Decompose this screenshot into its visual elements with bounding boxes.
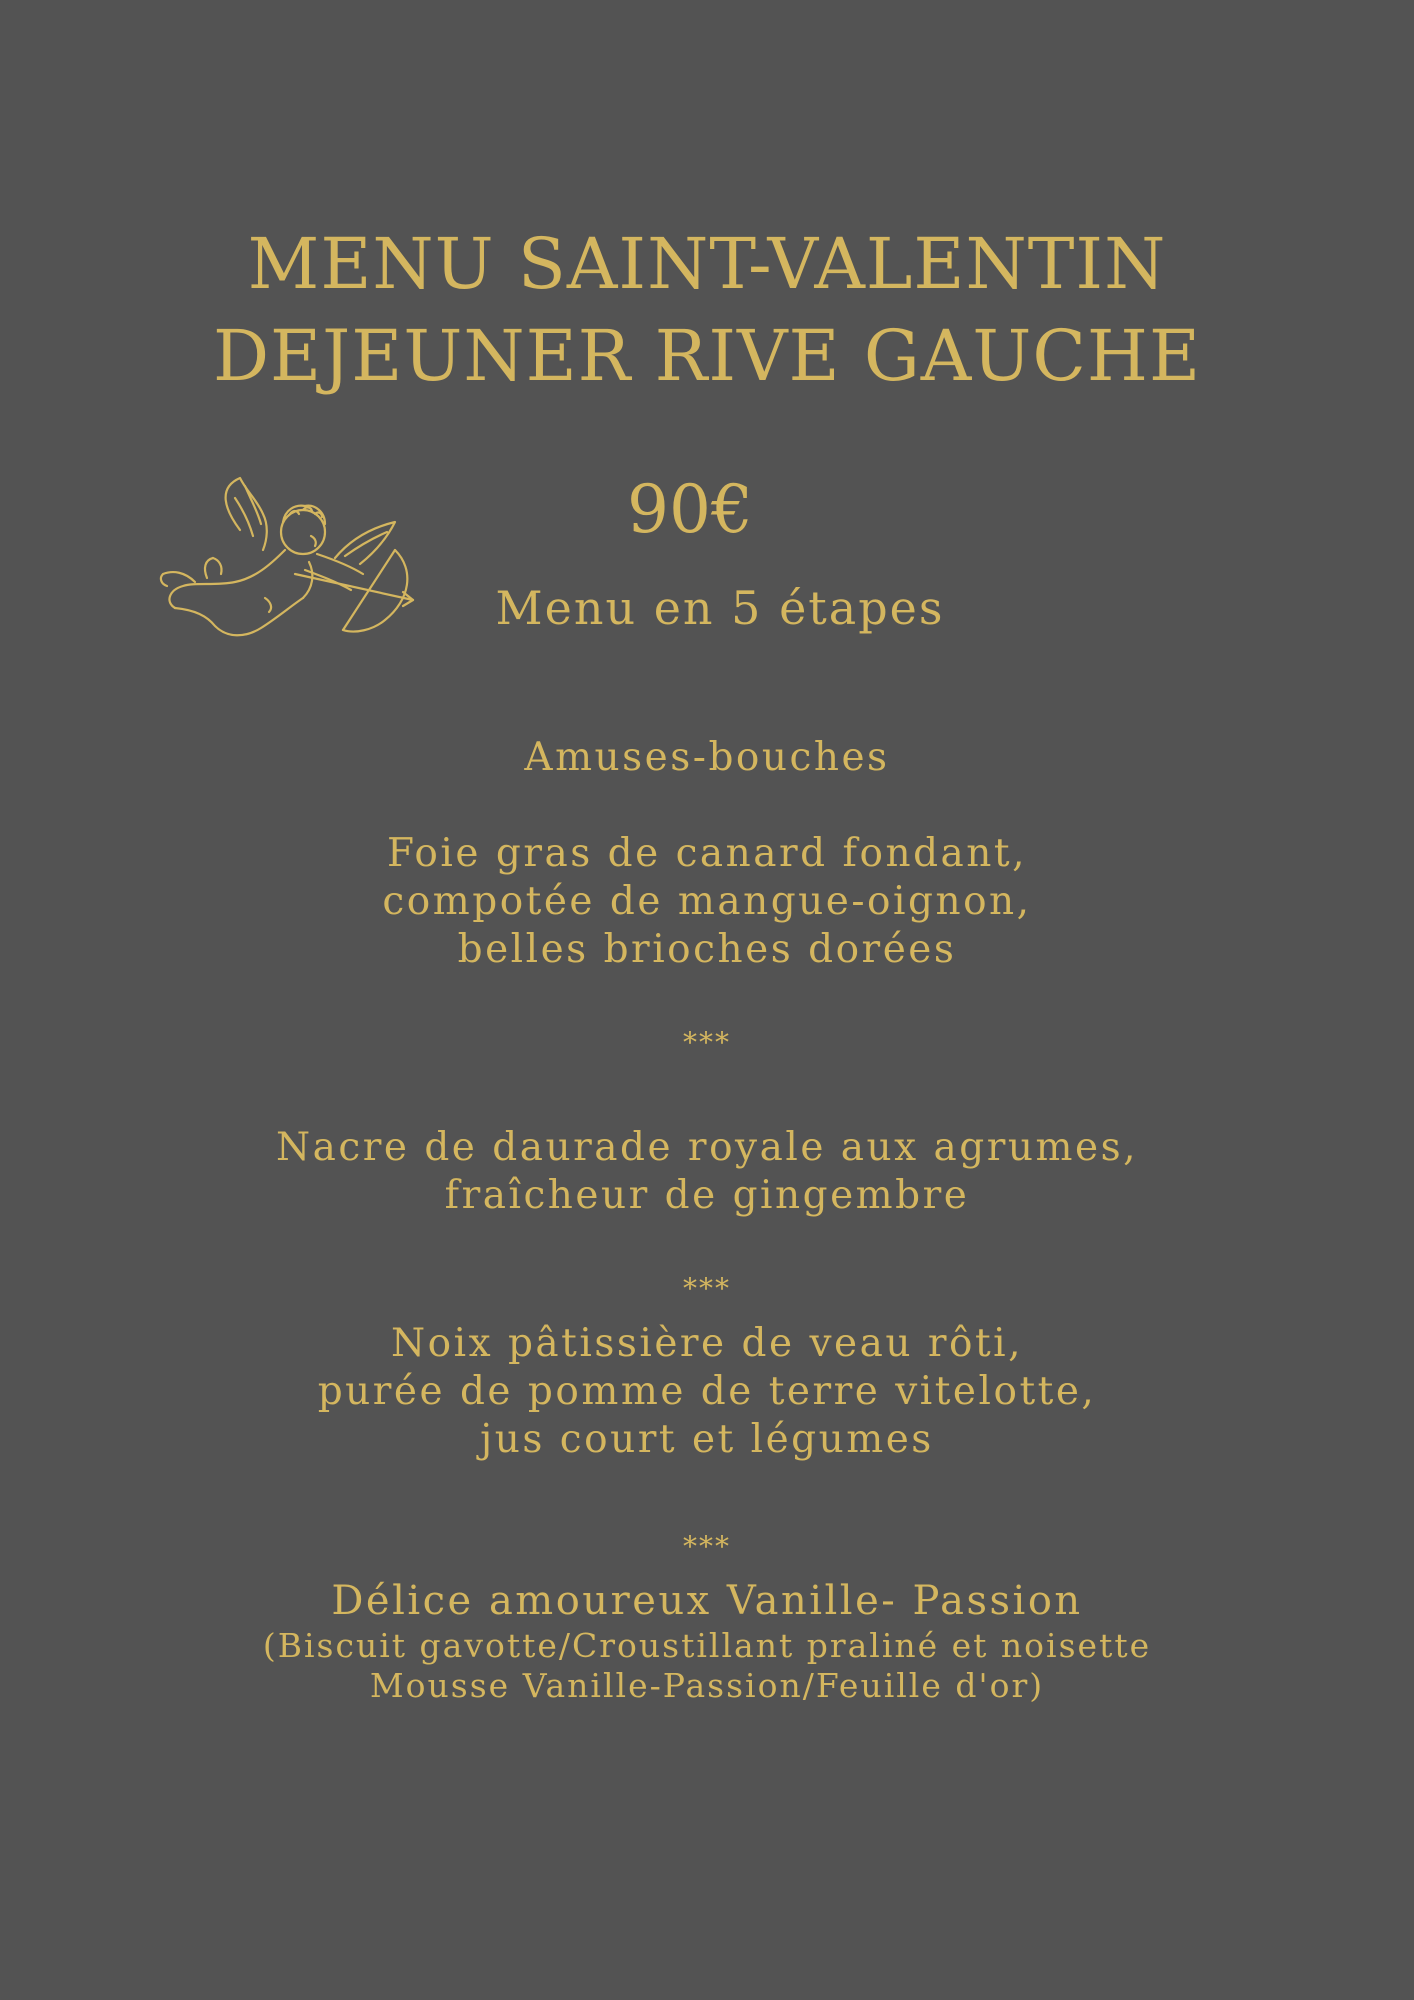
cupid-icon: [145, 470, 430, 670]
dessert-detail-line-1: (Biscuit gavotte/Croustillant praliné et noisette: [262, 1626, 1152, 1665]
menu-price: 90€: [627, 471, 753, 548]
separator-1: ***: [683, 1026, 731, 1059]
menu-steps: Menu en 5 étapes: [495, 581, 945, 635]
course3-line-3: jus court et légumes: [480, 1417, 934, 1462]
course-veau: [0, 1320, 1414, 1464]
course3-line-1: Noix pâtissière de veau rôti,: [390, 1321, 1024, 1366]
title-line-2: DEJEUNER RIVE GAUCHE: [212, 315, 1202, 397]
menu-title: [0, 218, 1414, 402]
course1-line-3: belles brioches dorées: [457, 927, 957, 972]
course3-line-2: purée de pomme de terre vitelotte,: [317, 1369, 1097, 1414]
course2-line-1: Nacre de daurade royale aux agrumes,: [275, 1125, 1139, 1170]
dessert-title: Délice amoureux Vanille- Passion: [331, 1578, 1083, 1624]
course-daurade: [0, 1124, 1414, 1220]
course1-line-1: Foie gras de canard fondant,: [387, 831, 1027, 876]
separator-2: ***: [683, 1272, 731, 1305]
dessert-detail: [0, 1626, 1414, 1706]
course1-line-2: compotée de mangue-oignon,: [382, 879, 1032, 924]
course2-line-2: fraîcheur de gingembre: [444, 1173, 970, 1218]
course-foie-gras: [0, 830, 1414, 974]
separator-3: ***: [683, 1530, 731, 1563]
course-amuses-bouches: Amuses-bouches: [524, 735, 890, 780]
title-line-1: MENU SAINT-VALENTIN: [247, 223, 1167, 305]
dessert-detail-line-2: Mousse Vanille-Passion/Feuille d'or): [369, 1666, 1045, 1705]
